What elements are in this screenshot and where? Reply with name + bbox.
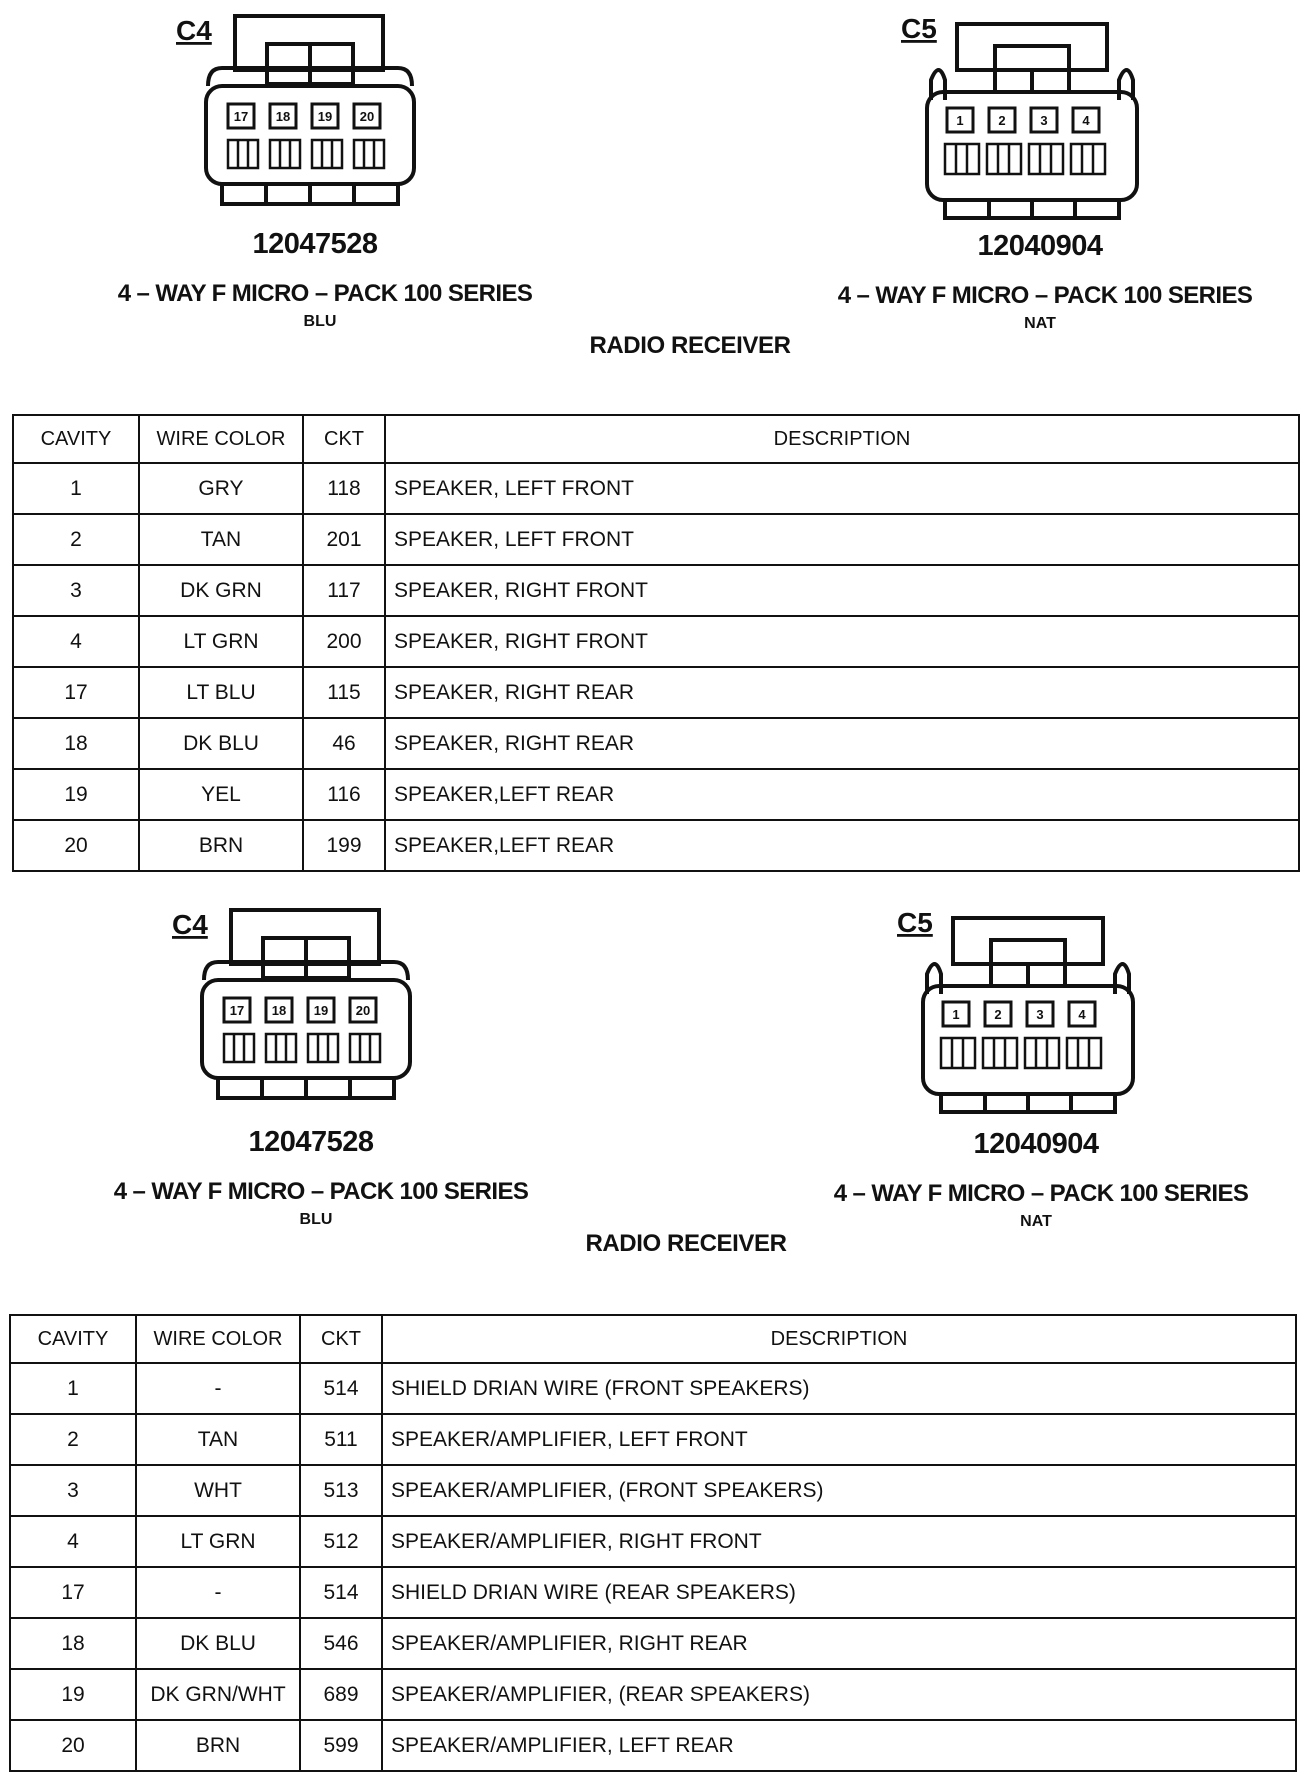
c5-connector-drawing: [891, 902, 1171, 1112]
cell-ckt: 511: [300, 1414, 382, 1465]
cell-cavity: 1: [13, 463, 139, 514]
cell-description: SPEAKER, LEFT FRONT: [385, 463, 1299, 514]
cell-ckt: 200: [303, 616, 385, 667]
c4-color: BLU: [299, 1211, 333, 1228]
cell-description: SPEAKER, RIGHT FRONT: [385, 616, 1299, 667]
c5-color: NAT: [1020, 1213, 1052, 1230]
c4-connector-drawing: [170, 6, 450, 216]
pin-label: 18: [275, 109, 291, 124]
table-row: [13, 667, 1299, 718]
cell-wire-color: LT GRN: [139, 616, 303, 667]
col-header-description: DESCRIPTION: [385, 415, 1299, 463]
cell-cavity: 2: [13, 514, 139, 565]
table-row: [13, 616, 1299, 667]
cell-cavity: 19: [13, 769, 139, 820]
pin-label: 3: [1036, 1007, 1044, 1022]
cell-cavity: 3: [10, 1465, 136, 1516]
table-row: [13, 514, 1299, 565]
table-row: [10, 1618, 1296, 1669]
cell-wire-color: TAN: [139, 514, 303, 565]
cell-wire-color: DK BLU: [139, 718, 303, 769]
cell-ckt: 117: [303, 565, 385, 616]
cell-wire-color: -: [136, 1363, 300, 1414]
col-header-wire-color: WIRE COLOR: [136, 1315, 300, 1363]
cell-cavity: 4: [10, 1516, 136, 1567]
table-row: [10, 1516, 1296, 1567]
cell-cavity: 17: [10, 1567, 136, 1618]
connector-id: C4: [176, 15, 212, 46]
cell-ckt: 116: [303, 769, 385, 820]
table-row: [10, 1414, 1296, 1465]
table-row: [10, 1669, 1296, 1720]
c5-terminal-slots: [945, 144, 1105, 174]
cell-wire-color: BRN: [139, 820, 303, 871]
cell-cavity: 1: [10, 1363, 136, 1414]
col-header-cavity: CAVITY: [10, 1315, 136, 1363]
c5-series: 4 – WAY F MICRO – PACK 100 SERIES: [833, 1180, 1249, 1207]
pinout-section-2: [0, 900, 1312, 1788]
cell-description: SPEAKER/AMPLIFIER, RIGHT REAR: [382, 1618, 1296, 1669]
cell-wire-color: BRN: [136, 1720, 300, 1771]
cell-description: SPEAKER/AMPLIFIER, LEFT FRONT: [382, 1414, 1296, 1465]
col-header-ckt: CKT: [303, 415, 385, 463]
pinout-table: [12, 414, 1300, 872]
cell-description: SPEAKER, RIGHT REAR: [385, 667, 1299, 718]
pin-label: 17: [233, 109, 249, 124]
c5-color: NAT: [1024, 315, 1056, 332]
pin-label: 19: [313, 1003, 329, 1018]
cell-ckt: 201: [303, 514, 385, 565]
c4-part-number: 12047528: [248, 1126, 374, 1158]
cell-ckt: 599: [300, 1720, 382, 1771]
component-title: RADIO RECEIVER: [585, 1230, 787, 1257]
cell-ckt: 115: [303, 667, 385, 718]
c5-part-number: 12040904: [973, 1128, 1099, 1160]
c5-terminal-slots: [941, 1038, 1101, 1068]
cell-ckt: 46: [303, 718, 385, 769]
table-row: [10, 1720, 1296, 1771]
cell-cavity: 2: [10, 1414, 136, 1465]
cell-ckt: 512: [300, 1516, 382, 1567]
cell-wire-color: -: [136, 1567, 300, 1618]
c5-series: 4 – WAY F MICRO – PACK 100 SERIES: [837, 282, 1253, 309]
cell-description: SPEAKER,LEFT REAR: [385, 769, 1299, 820]
cell-description: SPEAKER/AMPLIFIER, LEFT REAR: [382, 1720, 1296, 1771]
pin-label: 4: [1082, 113, 1090, 128]
cell-ckt: 689: [300, 1669, 382, 1720]
cell-wire-color: DK BLU: [136, 1618, 300, 1669]
cell-wire-color: YEL: [139, 769, 303, 820]
cell-cavity: 19: [10, 1669, 136, 1720]
pin-label: 20: [355, 1003, 371, 1018]
c5-connector-drawing: [895, 8, 1175, 218]
cell-description: SPEAKER/AMPLIFIER, RIGHT FRONT: [382, 1516, 1296, 1567]
cell-wire-color: WHT: [136, 1465, 300, 1516]
cell-ckt: 514: [300, 1363, 382, 1414]
pinout-section-1: [0, 0, 1312, 880]
pinout-table: [9, 1314, 1297, 1772]
pin-label: 18: [271, 1003, 287, 1018]
cell-cavity: 20: [13, 820, 139, 871]
cell-wire-color: LT GRN: [136, 1516, 300, 1567]
table-row: [10, 1567, 1296, 1618]
table-row: [13, 820, 1299, 871]
table-row: [13, 769, 1299, 820]
pin-label: 20: [359, 109, 375, 124]
component-title: RADIO RECEIVER: [589, 332, 791, 359]
cell-description: SHIELD DRIAN WIRE (FRONT SPEAKERS): [382, 1363, 1296, 1414]
table-row: [10, 1465, 1296, 1516]
cell-description: SPEAKER/AMPLIFIER, (FRONT SPEAKERS): [382, 1465, 1296, 1516]
cell-description: SPEAKER, RIGHT FRONT: [385, 565, 1299, 616]
col-header-wire-color: WIRE COLOR: [139, 415, 303, 463]
connector-id: C5: [897, 907, 933, 938]
c4-series: 4 – WAY F MICRO – PACK 100 SERIES: [117, 280, 533, 307]
cell-wire-color: LT BLU: [139, 667, 303, 718]
c4-series: 4 – WAY F MICRO – PACK 100 SERIES: [113, 1178, 529, 1205]
c4-pin-row: [224, 998, 376, 1022]
cell-description: SHIELD DRIAN WIRE (REAR SPEAKERS): [382, 1567, 1296, 1618]
cell-cavity: 18: [13, 718, 139, 769]
pin-label: 19: [317, 109, 333, 124]
pin-label: 3: [1040, 113, 1048, 128]
cell-wire-color: DK GRN/WHT: [136, 1669, 300, 1720]
table-row: [13, 463, 1299, 514]
cell-cavity: 20: [10, 1720, 136, 1771]
pin-label: 2: [998, 113, 1006, 128]
connector-id: C5: [901, 13, 937, 44]
c4-terminal-slots: [224, 1034, 380, 1062]
table-row: [13, 565, 1299, 616]
table-header-row: [10, 1315, 1296, 1363]
cell-ckt: 118: [303, 463, 385, 514]
cell-ckt: 199: [303, 820, 385, 871]
pin-label: 1: [956, 113, 964, 128]
c5-part-number: 12040904: [977, 230, 1103, 262]
cell-description: SPEAKER,LEFT REAR: [385, 820, 1299, 871]
cell-wire-color: TAN: [136, 1414, 300, 1465]
cell-wire-color: DK GRN: [139, 565, 303, 616]
cell-cavity: 18: [10, 1618, 136, 1669]
cell-cavity: 17: [13, 667, 139, 718]
cell-description: SPEAKER, RIGHT REAR: [385, 718, 1299, 769]
pin-label: 17: [229, 1003, 245, 1018]
connector-id: C4: [172, 909, 208, 940]
cell-description: SPEAKER, LEFT FRONT: [385, 514, 1299, 565]
c4-color: BLU: [303, 313, 337, 330]
pin-label: 4: [1078, 1007, 1086, 1022]
table-row: [10, 1363, 1296, 1414]
pin-label: 1: [952, 1007, 960, 1022]
cell-description: SPEAKER/AMPLIFIER, (REAR SPEAKERS): [382, 1669, 1296, 1720]
cell-ckt: 546: [300, 1618, 382, 1669]
c4-part-number: 12047528: [252, 228, 378, 260]
c5-pin-row: [947, 108, 1099, 132]
c4-terminal-slots: [228, 140, 384, 168]
c4-pin-row: [228, 104, 380, 128]
cell-ckt: 513: [300, 1465, 382, 1516]
cell-wire-color: GRY: [139, 463, 303, 514]
table-row: [13, 718, 1299, 769]
cell-ckt: 514: [300, 1567, 382, 1618]
c5-pin-row: [943, 1002, 1095, 1026]
col-header-ckt: CKT: [300, 1315, 382, 1363]
col-header-cavity: CAVITY: [13, 415, 139, 463]
c4-connector-drawing: [166, 900, 446, 1110]
col-header-description: DESCRIPTION: [382, 1315, 1296, 1363]
cell-cavity: 4: [13, 616, 139, 667]
table-header-row: [13, 415, 1299, 463]
cell-cavity: 3: [13, 565, 139, 616]
pin-label: 2: [994, 1007, 1002, 1022]
